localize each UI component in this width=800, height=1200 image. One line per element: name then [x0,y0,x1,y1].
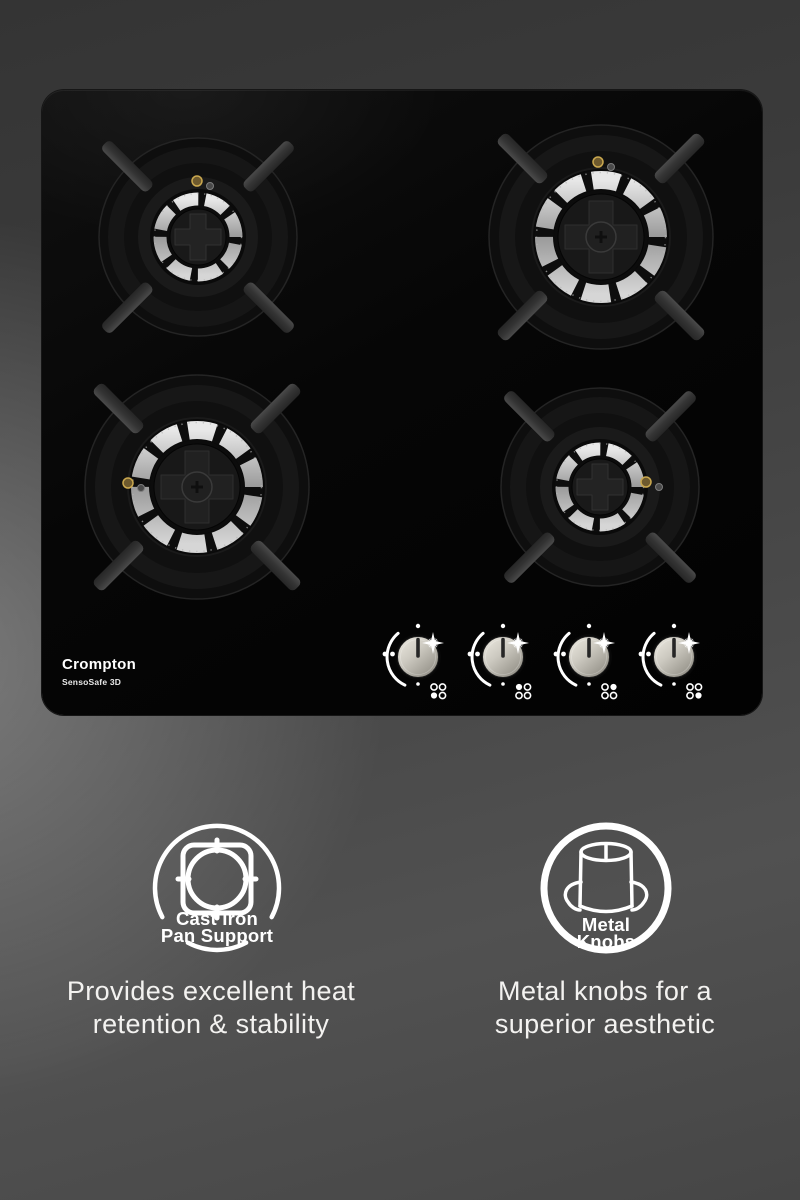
badge-line: Cast Iron [176,908,258,929]
badge-line: Pan Support [160,924,274,946]
feature-caption-pan-support [21,975,401,1041]
burner-back-right [489,125,713,349]
badge-line: Metal [581,914,631,935]
burner-front-left [85,375,309,599]
burner-front-right [501,388,699,586]
badge-line: Knobs [576,930,636,952]
control-knob-1 [383,624,446,699]
hob-panel [42,90,762,715]
feature-caption-metal-knobs [415,975,795,1041]
caption-line: Provides excellent heat [66,976,356,1006]
model-label: SensoSafe 3D [62,677,122,687]
control-knob-4 [639,624,702,699]
hob-graphic [42,90,762,715]
caption-line: Metal knobs for a [498,976,712,1006]
feature-badge-pan-support [137,908,297,946]
feature-badge-metal-knobs [526,914,686,952]
control-knob-2 [468,624,531,699]
caption-line: superior aesthetic [494,1009,716,1039]
burner-back-left [99,138,297,336]
brand-logo: Crompton [62,656,137,673]
caption-line: retention & stability [92,1009,330,1039]
control-knob-3 [554,624,617,699]
